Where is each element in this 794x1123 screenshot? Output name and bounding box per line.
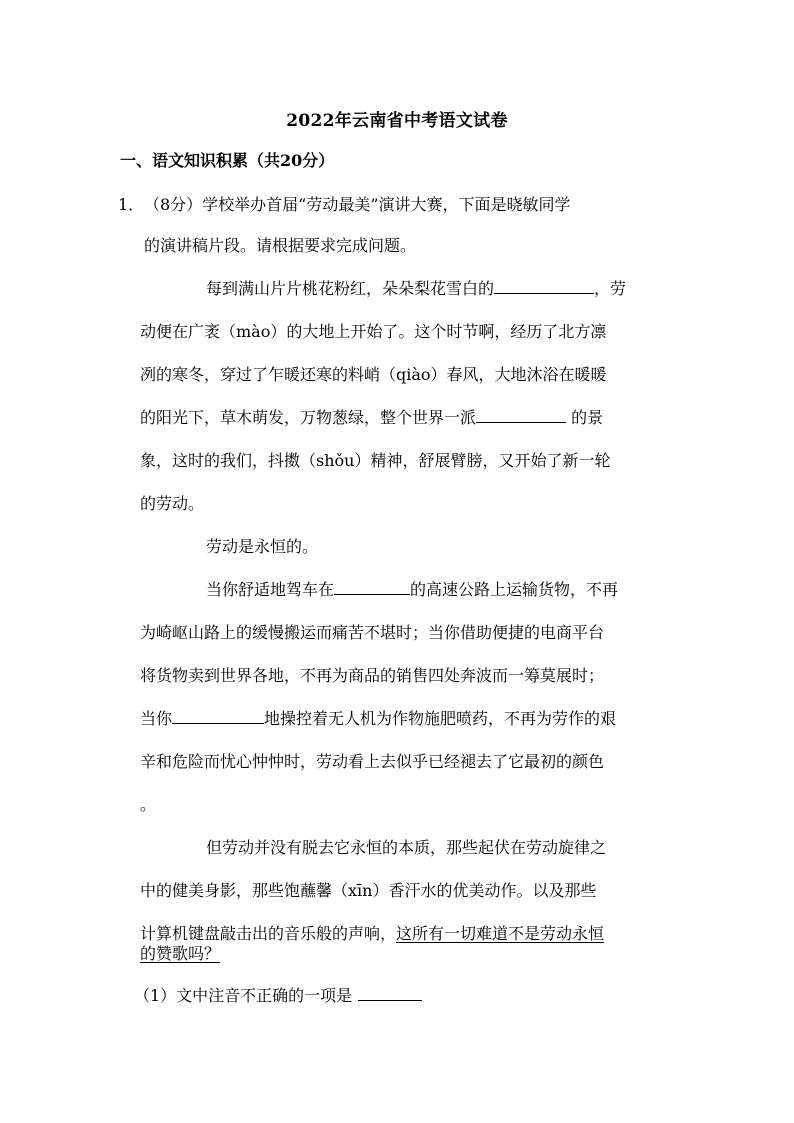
subquestion-1-text: （1）文中注音不正确的一项是	[134, 986, 353, 1005]
section-heading: 一、语文知识积累（共20分）	[120, 151, 335, 170]
subquestion-1	[134, 983, 422, 1006]
fill-blank-2[interactable]	[476, 407, 566, 423]
question-1-line-2: 的演讲稿片段。请根据要求完成问题。	[144, 236, 417, 255]
para3-text-d: 地操控着无人机为作物施肥喷药，不再为劳作的艰	[264, 709, 617, 728]
fill-blank-1[interactable]	[494, 278, 594, 294]
question-number: 1．	[118, 195, 145, 214]
para1-text-b: ，劳	[594, 279, 627, 298]
para3-text-a: 当你舒适地驾车在	[206, 580, 335, 599]
para3-text-c: 当你	[140, 709, 173, 728]
para3-line-2: 为崎岖山路上的缓慢搬运而痛苦不堪时；当你借助便捷的电商平台	[140, 623, 605, 642]
para4-line-1: 但劳动并没有脱去它永恒的本质，那些起伏在劳动旋律之	[206, 838, 607, 857]
para1-line-4	[140, 405, 680, 428]
para1-text-c: 的阳光下，草木萌发，万物葱绿，整个世界一派	[140, 408, 477, 427]
page-title: 2022年云南省中考语文试卷	[286, 111, 508, 131]
para3-line-5: 辛和危险而忧心忡忡时，劳动看上去似乎已经褪去了它最初的颜色	[140, 752, 605, 771]
para4-text-a: 计算机键盘敲击出的音乐般的声响，	[140, 924, 397, 943]
answer-blank-1[interactable]	[358, 985, 422, 1001]
para3-line-1	[206, 577, 746, 600]
para3-line-3: 将货物卖到世界各地，不再为商品的销售四处奔波而一筹莫展时；	[140, 666, 605, 685]
para1-line-5: 象，这时的我们，抖擞（shǒu）精神，舒展臂膀，又开始了新一轮	[140, 451, 611, 470]
para1-text-a: 每到满山片片桃花粉红，朵朵梨花雪白的	[206, 279, 495, 298]
question-1-line-1	[118, 192, 571, 215]
para4-line-4	[140, 941, 680, 964]
question-1-text: （8分）学校举办首届“劳动最美”演讲大赛，下面是晓敏同学	[144, 195, 571, 214]
underlined-sentence-b: 的赞歌吗？	[140, 944, 221, 963]
para1-text-d: 的景	[566, 408, 604, 427]
para3-line-6: 。	[140, 795, 157, 814]
para1-line-6: 的劳动。	[140, 494, 205, 513]
underlined-sentence-a: 这所有一切难道不是劳动永恒	[396, 924, 605, 943]
para3-text-b: 的高速公路上运输货物，不再	[410, 580, 619, 599]
para1-line-2: 动便在广袤（mào）的大地上开始了。这个时节啊，经历了北方凛	[140, 322, 607, 341]
fill-blank-4[interactable]	[172, 708, 264, 724]
para4-line-2: 中的健美身影，那些饱蘸馨（xīn）香汗水的优美动作。以及那些	[140, 881, 597, 900]
para2-line-1: 劳动是永恒的。	[206, 537, 319, 556]
para1-line-1	[206, 276, 746, 299]
para1-line-3: 冽的寒冬，穿过了乍暖还寒的料峭（qiào）春风，大地沐浴在暖暖	[140, 365, 607, 384]
para3-line-4	[140, 706, 680, 729]
fill-blank-3[interactable]	[334, 579, 410, 595]
